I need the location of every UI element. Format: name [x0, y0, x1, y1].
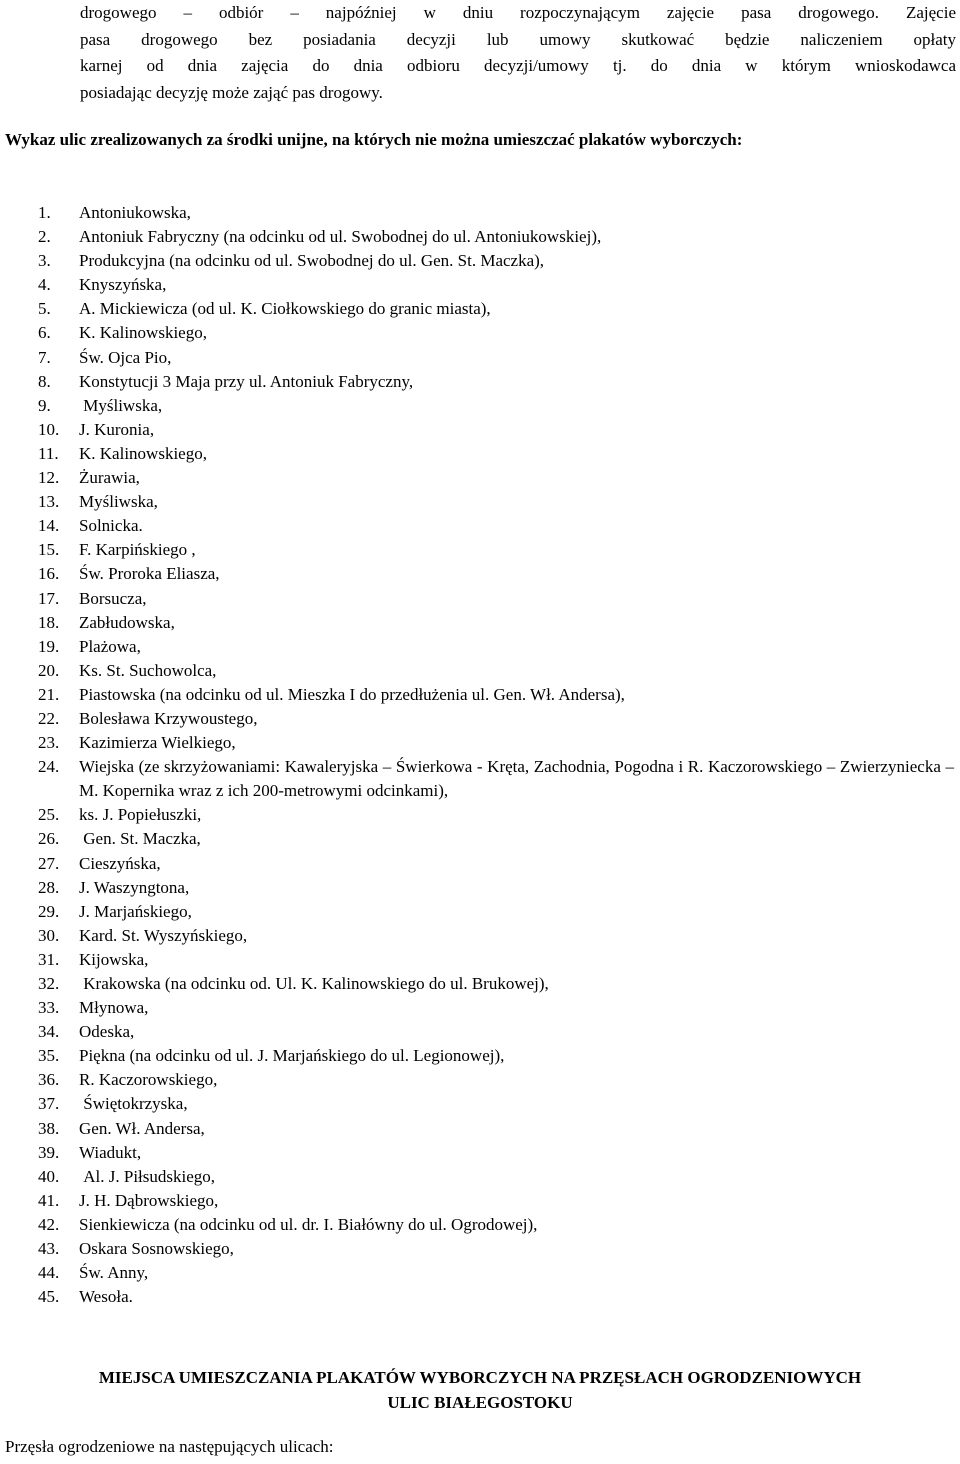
street-number: 10.	[38, 419, 60, 439]
street-list-item	[38, 635, 958, 659]
street-number: 3.	[38, 251, 51, 271]
street-name: Gen. St. Maczka,	[79, 829, 201, 849]
street-number: 25.	[38, 805, 60, 825]
street-name: K. Kalinowskiego,	[79, 443, 207, 463]
street-number: 6.	[38, 323, 51, 343]
paragraph-line: posiadając decyzję może zająć pas drogowy.	[80, 82, 383, 102]
street-number: 41.	[38, 1190, 60, 1210]
street-list-item	[38, 1237, 958, 1261]
street-name: Św. Ojca Pio,	[79, 347, 172, 367]
street-name: F. Karpińskiego ,	[79, 540, 196, 560]
street-list-item	[38, 972, 958, 996]
street-name: Solnicka.	[79, 516, 143, 536]
street-name: Piękna (na odcinku od ul. J. Marjańskiego do ul. Legionowej),	[79, 1046, 505, 1066]
street-list	[38, 201, 958, 1309]
street-list-item	[38, 201, 958, 225]
street-name: ks. J. Popiełuszki,	[79, 805, 202, 825]
street-number: 2.	[38, 227, 51, 247]
street-number: 18.	[38, 612, 60, 632]
street-number: 23.	[38, 733, 60, 753]
street-list-item	[38, 755, 958, 803]
street-list-item	[38, 514, 958, 538]
street-list-item	[38, 1165, 958, 1189]
street-list-item	[38, 611, 958, 635]
section-title-line-2: ULIC BIAŁEGOSTOKU	[387, 1392, 573, 1412]
street-name: K. Kalinowskiego,	[79, 323, 207, 343]
top-paragraph	[80, 0, 956, 106]
street-number: 4.	[38, 275, 51, 295]
street-number: 34.	[38, 1022, 60, 1042]
street-list-item	[38, 225, 958, 249]
street-list-item	[38, 394, 958, 418]
street-number: 40.	[38, 1166, 60, 1186]
street-number: 45.	[38, 1287, 60, 1307]
street-name: A. Mickiewicza (od ul. K. Ciołkowskiego do granic miasta),	[79, 299, 491, 319]
street-list-item	[38, 442, 958, 466]
street-name: Myśliwska,	[79, 492, 158, 512]
paragraph-line: karnej od dnia zajęcia do dnia odbioru decyzji/umowy tj. do dnia w którym wnioskodawca	[80, 56, 956, 75]
street-name: Żurawia,	[79, 468, 140, 488]
paragraph-line: drogowego – odbiór – najpóźniej w dniu rozpoczynającym zajęcie pasa drogowego. Zajęcie	[80, 3, 956, 22]
street-number: 44.	[38, 1263, 60, 1283]
street-list-heading: Wykaz ulic zrealizowanych za środki unijne, na których nie można umieszczać plakatów wyborczych:	[5, 130, 743, 149]
street-number: 1.	[38, 203, 51, 222]
street-name: Wiejska (ze skrzyżowaniami: Kawaleryjska – Świerkowa - Kręta, Zachodnia, Pogodna i R. Kaczorowskiego – Zwierzyniecka – M. Kopernika wraz z ich 200-metrowymi odcinkami),	[79, 757, 954, 801]
street-name: Antoniukowska,	[79, 203, 191, 222]
street-list-item	[38, 1117, 958, 1141]
street-number: 26.	[38, 829, 60, 849]
street-number: 37.	[38, 1094, 60, 1114]
street-number: 21.	[38, 684, 60, 704]
street-number: 36.	[38, 1070, 60, 1090]
street-name: Wesoła.	[79, 1287, 133, 1307]
street-number: 24.	[38, 757, 60, 777]
street-list-item	[38, 1189, 958, 1213]
street-number: 11.	[38, 443, 59, 463]
street-name: Ks. St. Suchowolca,	[79, 660, 217, 680]
street-name: Kard. St. Wyszyńskiego,	[79, 925, 248, 945]
street-list-item	[38, 948, 958, 972]
street-list-item	[38, 996, 958, 1020]
street-list-item	[38, 466, 958, 490]
street-name: Oskara Sosnowskiego,	[79, 1239, 234, 1259]
street-list-item	[38, 707, 958, 731]
street-name: Młynowa,	[79, 998, 149, 1018]
street-name: Konstytucji 3 Maja przy ul. Antoniuk Fabryczny,	[79, 371, 414, 391]
street-list-item	[38, 418, 958, 442]
fence-streets-intro: Przęsła ogrodzeniowe na następujących ulicach:	[5, 1437, 334, 1456]
street-number: 30.	[38, 925, 60, 945]
street-number: 32.	[38, 974, 60, 993]
street-name: R. Kaczorowskiego,	[79, 1070, 218, 1090]
street-number: 20.	[38, 660, 60, 680]
street-number: 5.	[38, 299, 51, 319]
paragraph-line: pasa drogowego bez posiadania decyzji lub umowy skutkować będzie naliczeniem opłaty	[80, 29, 956, 49]
street-name: Świętokrzyska,	[79, 1094, 188, 1114]
street-list-item	[38, 321, 958, 345]
street-list-item	[38, 827, 958, 851]
street-list-item	[38, 273, 958, 297]
street-name: Gen. Wł. Andersa,	[79, 1118, 205, 1138]
street-list-item	[38, 852, 958, 876]
street-list-item	[38, 1068, 958, 1092]
street-name: Plażowa,	[79, 636, 141, 656]
street-number: 22.	[38, 708, 60, 728]
street-list-item	[38, 900, 958, 924]
street-number: 9.	[38, 395, 51, 415]
street-list-item	[38, 683, 958, 707]
street-name: Krakowska (na odcinku od. Ul. K. Kalinowskiego do ul. Brukowej),	[79, 974, 549, 993]
street-list-item	[38, 803, 958, 827]
street-list-item	[38, 370, 958, 394]
street-name: Borsucza,	[79, 588, 147, 608]
street-number: 38.	[38, 1118, 60, 1138]
street-name: Knyszyńska,	[79, 275, 167, 295]
street-name: Kijowska,	[79, 949, 149, 969]
street-number: 43.	[38, 1239, 60, 1259]
street-name: Bolesława Krzywoustego,	[79, 708, 258, 728]
street-name: Św. Proroka Eliasza,	[79, 564, 220, 584]
street-name: Al. J. Piłsudskiego,	[79, 1166, 216, 1186]
street-number: 35.	[38, 1046, 60, 1066]
street-number: 14.	[38, 516, 60, 536]
street-number: 42.	[38, 1214, 60, 1234]
street-list-item	[38, 587, 958, 611]
street-list-item	[38, 1141, 958, 1165]
street-list-item	[38, 731, 958, 755]
street-list-item	[38, 490, 958, 514]
street-list-item	[38, 876, 958, 900]
street-name: Św. Anny,	[79, 1263, 149, 1283]
street-name: Cieszyńska,	[79, 853, 161, 873]
street-number: 8.	[38, 371, 51, 391]
street-number: 33.	[38, 998, 60, 1018]
street-number: 29.	[38, 901, 60, 921]
street-list-item	[38, 297, 958, 321]
street-number: 12.	[38, 468, 60, 488]
street-number: 27.	[38, 853, 60, 873]
street-number: 19.	[38, 636, 60, 656]
street-name: Kazimierza Wielkiego,	[79, 733, 236, 753]
street-number: 15.	[38, 540, 60, 560]
street-number: 13.	[38, 492, 60, 512]
street-list-item	[38, 924, 958, 948]
street-list-item	[38, 538, 958, 562]
street-number: 39.	[38, 1142, 60, 1162]
street-number: 17.	[38, 588, 60, 608]
street-name: Sienkiewicza (na odcinku od ul. dr. I. Białówny do ul. Ogrodowej),	[79, 1214, 538, 1234]
street-list-item	[38, 1261, 958, 1285]
section-title-line-1: MIEJSCA UMIESZCZANIA PLAKATÓW WYBORCZYCH NA PRZĘSŁACH OGRODZENIOWYCH	[98, 1368, 862, 1387]
street-number: 7.	[38, 347, 51, 367]
street-name: J. Kuronia,	[79, 419, 155, 439]
street-name: J. Waszyngtona,	[79, 877, 190, 897]
street-name: J. H. Dąbrowskiego,	[79, 1190, 219, 1210]
street-list-item	[38, 1092, 958, 1116]
street-number: 31.	[38, 949, 60, 969]
street-list-item	[38, 1285, 958, 1309]
street-name: Piastowska (na odcinku od ul. Mieszka I do przedłużenia ul. Gen. Wł. Andersa),	[79, 684, 625, 704]
street-name: J. Marjańskiego,	[79, 901, 192, 921]
street-list-item	[38, 562, 958, 586]
street-list-item	[38, 249, 958, 273]
street-name: Wiadukt,	[79, 1142, 142, 1162]
street-name: Zabłudowska,	[79, 612, 175, 632]
street-number: 16.	[38, 564, 60, 584]
street-list-item	[38, 1213, 958, 1237]
street-list-item	[38, 1020, 958, 1044]
street-number: 28.	[38, 877, 60, 897]
street-name: Myśliwska,	[79, 395, 163, 415]
street-list-item	[38, 346, 958, 370]
street-list-item	[38, 1044, 958, 1068]
street-name: Odeska,	[79, 1022, 135, 1042]
street-name: Antoniuk Fabryczny (na odcinku od ul. Swobodnej do ul. Antoniukowskiej),	[79, 227, 602, 247]
street-name: Produkcyjna (na odcinku od ul. Swobodnej do ul. Gen. St. Maczka),	[79, 251, 545, 271]
section-title	[0, 1366, 960, 1415]
street-list-item	[38, 659, 958, 683]
